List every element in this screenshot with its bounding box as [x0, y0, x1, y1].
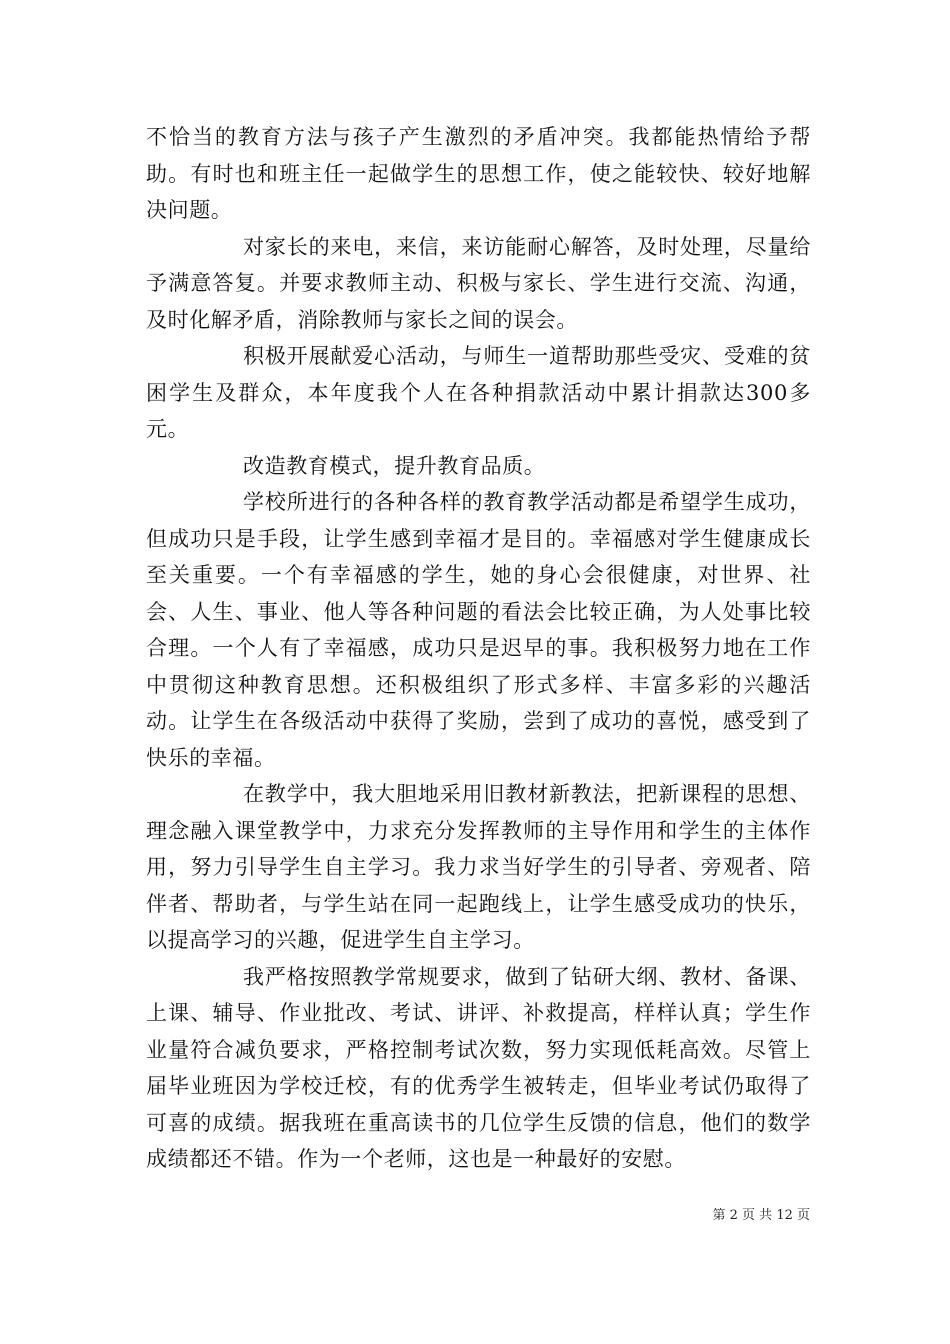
- paragraph-parent-contact: 对家长的来电，来信，来访能耐心解答，及时处理，尽量给予满意答复。并要求教师主动、积极与家长、学生进行交流、沟通，及时化解矛盾，消除教师与家长之间的误会。: [146, 234, 811, 332]
- paragraph-charity: 积极开展献爱心活动，与师生一道帮助那些受灾、受难的贫困学生及群众，本年度我个人在各种捐款活动中累计捐款达300多元。: [146, 344, 811, 441]
- paragraph-section-heading: 改造教育模式，提升教育品质。: [243, 453, 546, 478]
- paragraph-happiness: 学校所进行的各种各样的教育教学活动都是希望学生成功，但成功只是手段，让学生感到幸福才是目的。幸福感对学生健康成长至关重要。一个有幸福感的学生，她的身心会很健康，对世界、社会、人生、事业、他人等各种问题的看法会比较正确，为人处事比较合理。一个人有了幸福感，成功只是迟早的事。我积极努力地在工作中贯彻这种教育思想。还积极组织了形式多样、丰富多彩的兴趣活动。让学生在各级活动中获得了奖励，尝到了成功的喜悦，感受到了快乐的幸福。: [146, 490, 811, 770]
- paragraph-continued: 不恰当的教育方法与孩子产生激烈的矛盾冲突。我都能热情给予帮助。有时也和班主任一起做学生的思想工作，使之能较快、较好地解决问题。: [146, 125, 811, 222]
- page-number-footer: 第 2 页 共 12 页: [712, 1208, 810, 1223]
- paragraph-routine: 我严格按照教学常规要求，做到了钻研大纲、教材、备课、上课、辅导、作业批改、考试、讲评、补救提高，样样认真；学生作业量符合减负要求，严格控制考试次数，努力实现低耗高效。尽管上届毕业班因为学校迁校，有的优秀学生被转走，但毕业考试仍取得了可喜的成绩。据我班在重高读书的几位学生反馈的信息，他们的数学成绩都还不错。作为一个老师，这也是一种最好的安慰。: [146, 964, 811, 1171]
- paragraph-teaching: 在教学中，我大胆地采用旧教材新教法，把新课程的思想、理念融入课堂教学中，力求充分发挥教师的主导作用和学生的主体作用，努力引导学生自主学习。我力求当好学生的引导者、旁观者、陪伴者、帮助者，与学生站在同一起跑线上，让学生感受成功的快乐，以提高学习的兴趣，促进学生自主学习。: [146, 782, 811, 952]
- document-body: [146, 119, 811, 1178]
